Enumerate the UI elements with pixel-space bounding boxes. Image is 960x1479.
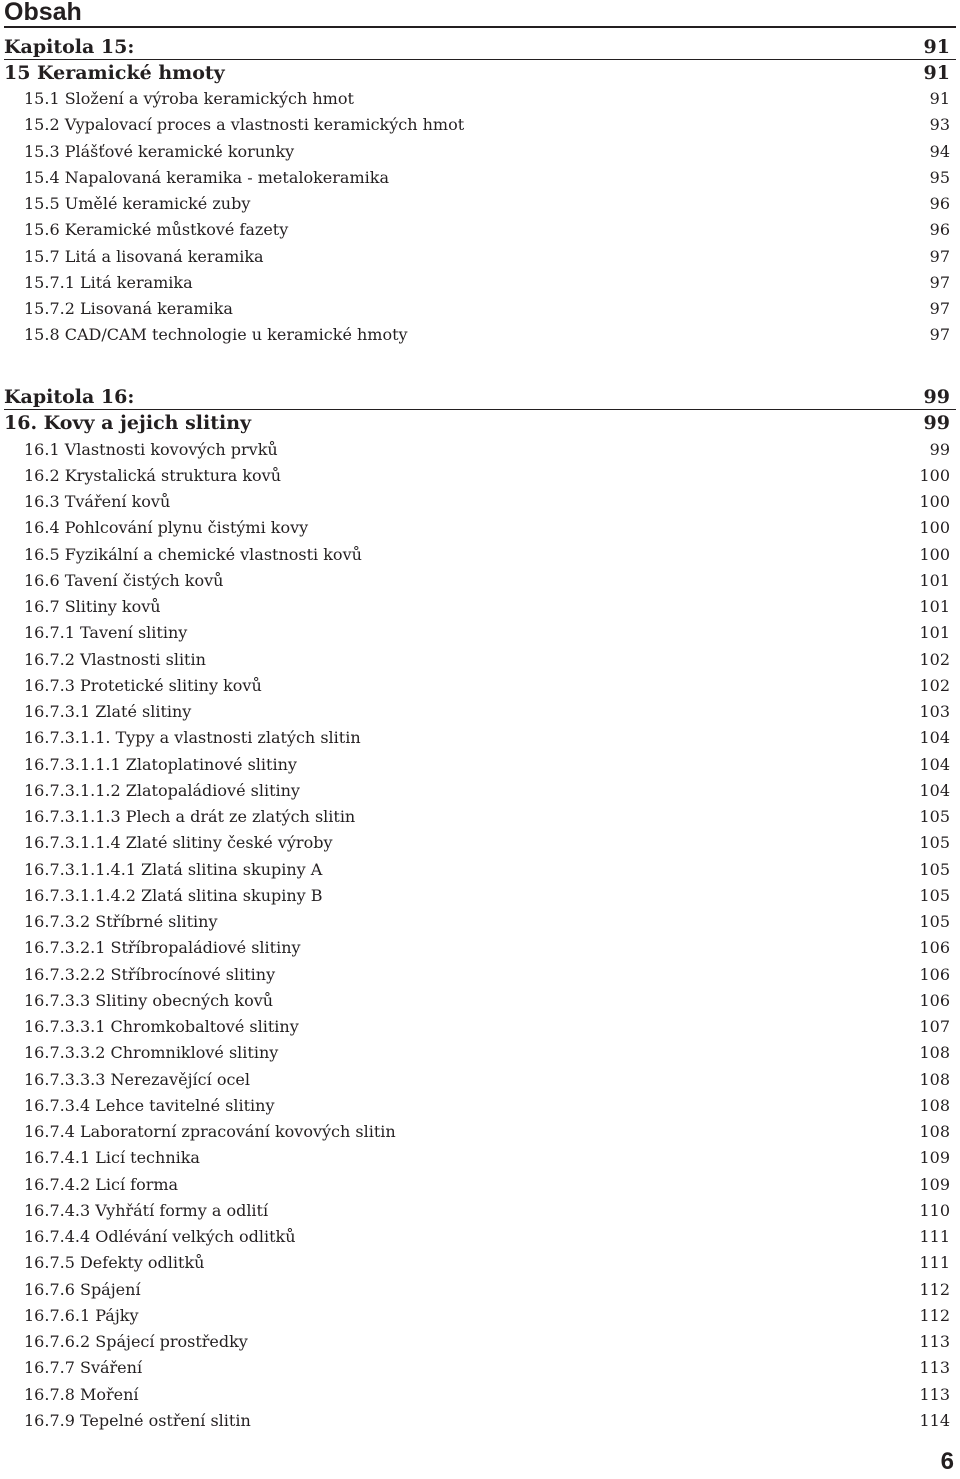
- toc-entry-label: 16.7.6.1 Pájky: [24, 1305, 139, 1325]
- toc-entry-label: 16.7.3.1.1.1 Zlatoplatinové slitiny: [24, 754, 297, 774]
- toc-entry-page: 105: [919, 912, 950, 931]
- toc-entry[interactable]: [0, 988, 960, 1014]
- toc-entry[interactable]: [0, 1382, 960, 1408]
- toc-entry-page: 95: [929, 167, 950, 187]
- toc-entry-label: 16.7.9 Tepelné ostření slitin: [24, 1410, 251, 1430]
- toc-entry-page: 97: [929, 325, 950, 345]
- toc-entry-page: 104: [919, 754, 950, 774]
- toc-entry[interactable]: [0, 673, 960, 699]
- toc-entry[interactable]: [0, 778, 960, 804]
- toc-entry-label: 16.7 Slitiny kovů: [24, 597, 161, 616]
- toc-entry-page: 96: [929, 220, 950, 240]
- toc-entry-label: 15.3 Plášťové keramické korunky: [24, 141, 295, 161]
- toc-entry-label: 16.7.3.2 Stříbrné slitiny: [24, 912, 218, 931]
- toc-entry-label: 16.7.3.3 Slitiny obecných kovů: [24, 990, 274, 1010]
- toc-entry-label: 16.7.3.3.3 Nerezavějící ocel: [24, 1069, 250, 1089]
- toc-entry[interactable]: [0, 752, 960, 778]
- toc-entry-page: 102: [919, 675, 950, 695]
- toc-entry-label: 16.7.3.2.2 Stříbrocínové slitiny: [24, 964, 276, 984]
- toc-entry[interactable]: [0, 322, 960, 348]
- toc-entry[interactable]: [0, 1329, 960, 1355]
- toc-entry-page: 113: [919, 1384, 950, 1404]
- toc-entry-label: 16.7.4.2 Licí forma: [24, 1174, 179, 1194]
- toc-entry[interactable]: [0, 1408, 960, 1434]
- toc-entry[interactable]: [0, 1119, 960, 1145]
- toc-entry-label: 16.7.1 Tavení slitiny: [24, 623, 188, 643]
- toc-entry-page: 108: [919, 1095, 950, 1115]
- toc-entry-page: 93: [929, 115, 950, 135]
- toc-entry-label: 16.7.4.3 Vyhřátí formy a odlití: [24, 1200, 269, 1220]
- toc-entry-page: 108: [919, 1069, 950, 1089]
- toc-entry-page: 94: [929, 141, 950, 161]
- toc-entry[interactable]: [0, 1145, 960, 1171]
- toc-entry-page: 105: [919, 885, 950, 905]
- toc-entry[interactable]: [0, 112, 960, 138]
- toc-entry-page: 100: [919, 544, 950, 564]
- toc-chapter-label: Kapitola 16:: [4, 386, 135, 408]
- toc-entry-label: 16.7.4 Laboratorní zpracování kovových slitin: [24, 1122, 396, 1141]
- toc-chapter-label: Kapitola 15:: [4, 35, 135, 58]
- toc-entry-page: 97: [929, 246, 950, 266]
- toc-entry[interactable]: [0, 191, 960, 217]
- toc-entry-label: 16.7.3.1.1.3 Plech a drát ze zlatých slitin: [24, 807, 356, 826]
- toc-entry-page: 111: [919, 1227, 950, 1246]
- toc-entry[interactable]: [0, 857, 960, 883]
- toc-entry[interactable]: [0, 909, 960, 935]
- toc-chapter-heading-page: 99: [923, 412, 950, 435]
- toc-entry[interactable]: [0, 1172, 960, 1198]
- toc-entry[interactable]: [0, 139, 960, 165]
- toc-entry[interactable]: [0, 1067, 960, 1093]
- toc-entry-page: 99: [929, 439, 950, 459]
- toc-entry-label: 16.7.5 Defekty odlitků: [24, 1253, 205, 1273]
- toc-entry-label: 16.5 Fyzikální a chemické vlastnosti kovů: [24, 544, 362, 564]
- toc-entry-page: 110: [919, 1200, 950, 1220]
- toc-entry-page: 102: [919, 649, 950, 669]
- toc-entry[interactable]: [0, 962, 960, 988]
- toc-entry-label: 16.7.3.1.1.4.1 Zlatá slitina skupiny A: [24, 859, 323, 879]
- toc-entry-label: 16.7.3.1.1.4.2 Zlatá slitina skupiny B: [24, 885, 323, 905]
- toc-entry[interactable]: [0, 725, 960, 751]
- toc-entry[interactable]: [0, 1303, 960, 1329]
- toc-entry-page: 106: [919, 990, 950, 1010]
- toc-chapter-heading[interactable]: [0, 60, 960, 86]
- toc-entry-page: 112: [919, 1279, 950, 1299]
- toc-entry-page: 113: [919, 1358, 950, 1378]
- toc-entry[interactable]: [0, 296, 960, 322]
- toc-entry-page: 113: [919, 1332, 950, 1351]
- toc-entry[interactable]: [0, 594, 960, 620]
- toc-entry[interactable]: [0, 1198, 960, 1224]
- toc-entry-label: 15.8 CAD/CAM technologie u keramické hmoty: [24, 325, 408, 345]
- toc-entry-label: 16.7.3.2.1 Stříbropaládiové slitiny: [24, 938, 301, 958]
- toc-entry[interactable]: [0, 86, 960, 112]
- toc-entry-page: 104: [919, 728, 950, 748]
- toc-entry-page: 108: [919, 1122, 950, 1141]
- toc-entry-label: 16.7.3.3.2 Chromniklové slitiny: [24, 1043, 279, 1063]
- toc-entry[interactable]: [0, 165, 960, 191]
- toc-chapter[interactable]: [0, 34, 960, 60]
- toc-entry-label: 16.7.3.4 Lehce tavitelné slitiny: [24, 1095, 275, 1115]
- toc-entry-label: 16.7.2 Vlastnosti slitin: [24, 649, 206, 669]
- toc-entry-label: 15.7.2 Lisovaná keramika: [24, 299, 233, 318]
- toc-entry-page: 104: [919, 780, 950, 800]
- toc-entry-label: 16.4 Pohlcování plynu čistými kovy: [24, 518, 309, 538]
- toc-entry[interactable]: [0, 542, 960, 568]
- toc-entry-page: 91: [929, 89, 950, 108]
- toc-entry-page: 101: [919, 570, 950, 590]
- toc-entry[interactable]: [0, 883, 960, 909]
- toc-entry-label: 16.7.3.1 Zlaté slitiny: [24, 702, 192, 721]
- toc-chapter-page: 99: [923, 386, 950, 408]
- toc-entry[interactable]: [0, 935, 960, 961]
- page-number: 6: [940, 1448, 954, 1475]
- toc-entry[interactable]: [0, 463, 960, 489]
- toc-entry-page: 103: [919, 702, 950, 721]
- toc-entry[interactable]: [0, 1224, 960, 1250]
- toc-entry-label: 15.5 Umělé keramické zuby: [24, 194, 251, 213]
- toc-entry[interactable]: [0, 244, 960, 270]
- toc-entry-page: 100: [919, 492, 950, 511]
- toc-chapter-page: 91: [923, 35, 950, 58]
- toc-entry-label: 15.7 Litá a lisovaná keramika: [24, 246, 264, 266]
- toc-chapter-heading-label: 15 Keramické hmoty: [4, 61, 225, 84]
- page-title: Obsah: [4, 0, 82, 26]
- toc-entry-page: 108: [919, 1043, 950, 1063]
- toc-entry-label: 16.2 Krystalická struktura kovů: [24, 465, 282, 485]
- toc-entry-label: 16.1 Vlastnosti kovových prvků: [24, 439, 278, 459]
- toc-entry-label: 16.7.3.1.1. Typy a vlastnosti zlatých slitin: [24, 728, 361, 748]
- toc-entry-page: 112: [919, 1305, 950, 1325]
- toc-entry[interactable]: [0, 568, 960, 594]
- toc-entry-label: 16.7.4.1 Licí technika: [24, 1148, 200, 1168]
- toc-entry-label: 15.2 Vypalovací proces a vlastnosti keramických hmot: [24, 115, 465, 135]
- toc-entry-page: 111: [919, 1253, 950, 1273]
- toc-entry-label: 16.6 Tavení čistých kovů: [24, 570, 224, 590]
- toc-entry-label: 16.7.6.2 Spájecí prostředky: [24, 1332, 248, 1351]
- toc-entry-page: 97: [929, 299, 950, 318]
- toc-entry-label: 16.7.3.1.1.4 Zlaté slitiny české výroby: [24, 833, 333, 853]
- toc-entry[interactable]: [0, 1040, 960, 1066]
- toc-entry-label: 16.7.3.3.1 Chromkobaltové slitiny: [24, 1017, 299, 1036]
- toc-entry-page: 100: [919, 518, 950, 538]
- toc-entry-label: 16.7.8 Moření: [24, 1384, 139, 1404]
- toc-chapter-heading-label: 16. Kovy a jejich slitiny: [4, 412, 252, 435]
- toc-chapter-heading[interactable]: [0, 410, 960, 436]
- toc-entry[interactable]: [0, 270, 960, 296]
- toc-entry-page: 106: [919, 938, 950, 958]
- toc-entry-page: 105: [919, 859, 950, 879]
- toc-entry-label: 16.7.4.4 Odlévání velkých odlitků: [24, 1227, 296, 1246]
- toc-entry[interactable]: [0, 830, 960, 856]
- toc-entry-page: 105: [919, 833, 950, 853]
- toc-entry[interactable]: [0, 699, 960, 725]
- toc-entry-label: 16.7.6 Spájení: [24, 1279, 141, 1299]
- title-divider: [4, 26, 956, 28]
- toc-entry-page: 96: [929, 194, 950, 213]
- toc-entry[interactable]: [0, 1250, 960, 1276]
- toc-entry[interactable]: [0, 437, 960, 463]
- toc-entry-page: 101: [919, 623, 950, 643]
- toc-entry-label: 15.7.1 Litá keramika: [24, 272, 193, 292]
- toc-entry[interactable]: [0, 1093, 960, 1119]
- toc-entry[interactable]: [0, 1014, 960, 1040]
- toc-entry[interactable]: [0, 804, 960, 830]
- toc-entry-page: 105: [919, 807, 950, 826]
- toc-entry-page: 100: [919, 465, 950, 485]
- toc-entry-page: 109: [919, 1148, 950, 1168]
- toc-entry-label: 16.3 Tváření kovů: [24, 492, 171, 511]
- toc-entry[interactable]: [0, 620, 960, 646]
- toc-entry[interactable]: [0, 1355, 960, 1381]
- toc-entry-label: 16.7.3.1.1.2 Zlatopaládiové slitiny: [24, 780, 300, 800]
- toc-entry[interactable]: [0, 217, 960, 243]
- toc-entry[interactable]: [0, 515, 960, 541]
- toc-entry-page: 107: [919, 1017, 950, 1036]
- toc-entry-label: 15.1 Složení a výroba keramických hmot: [24, 89, 354, 108]
- toc-entry[interactable]: [0, 1277, 960, 1303]
- toc-entry-label: 16.7.3 Protetické slitiny kovů: [24, 675, 262, 695]
- toc-entry-page: 114: [919, 1410, 950, 1430]
- toc-entry-page: 106: [919, 964, 950, 984]
- toc-entry-label: 15.6 Keramické můstkové fazety: [24, 220, 289, 240]
- toc-entry-label: 16.7.7 Sváření: [24, 1358, 143, 1378]
- toc-chapter[interactable]: [0, 384, 960, 410]
- toc-entry[interactable]: [0, 647, 960, 673]
- toc-entry-label: 15.4 Napalovaná keramika - metalokeramika: [24, 167, 389, 187]
- toc-entry-page: 101: [919, 597, 950, 616]
- toc-entry[interactable]: [0, 489, 960, 515]
- toc-entry-page: 97: [929, 272, 950, 292]
- toc-chapter-heading-page: 91: [923, 61, 950, 84]
- toc-entry-page: 109: [919, 1174, 950, 1194]
